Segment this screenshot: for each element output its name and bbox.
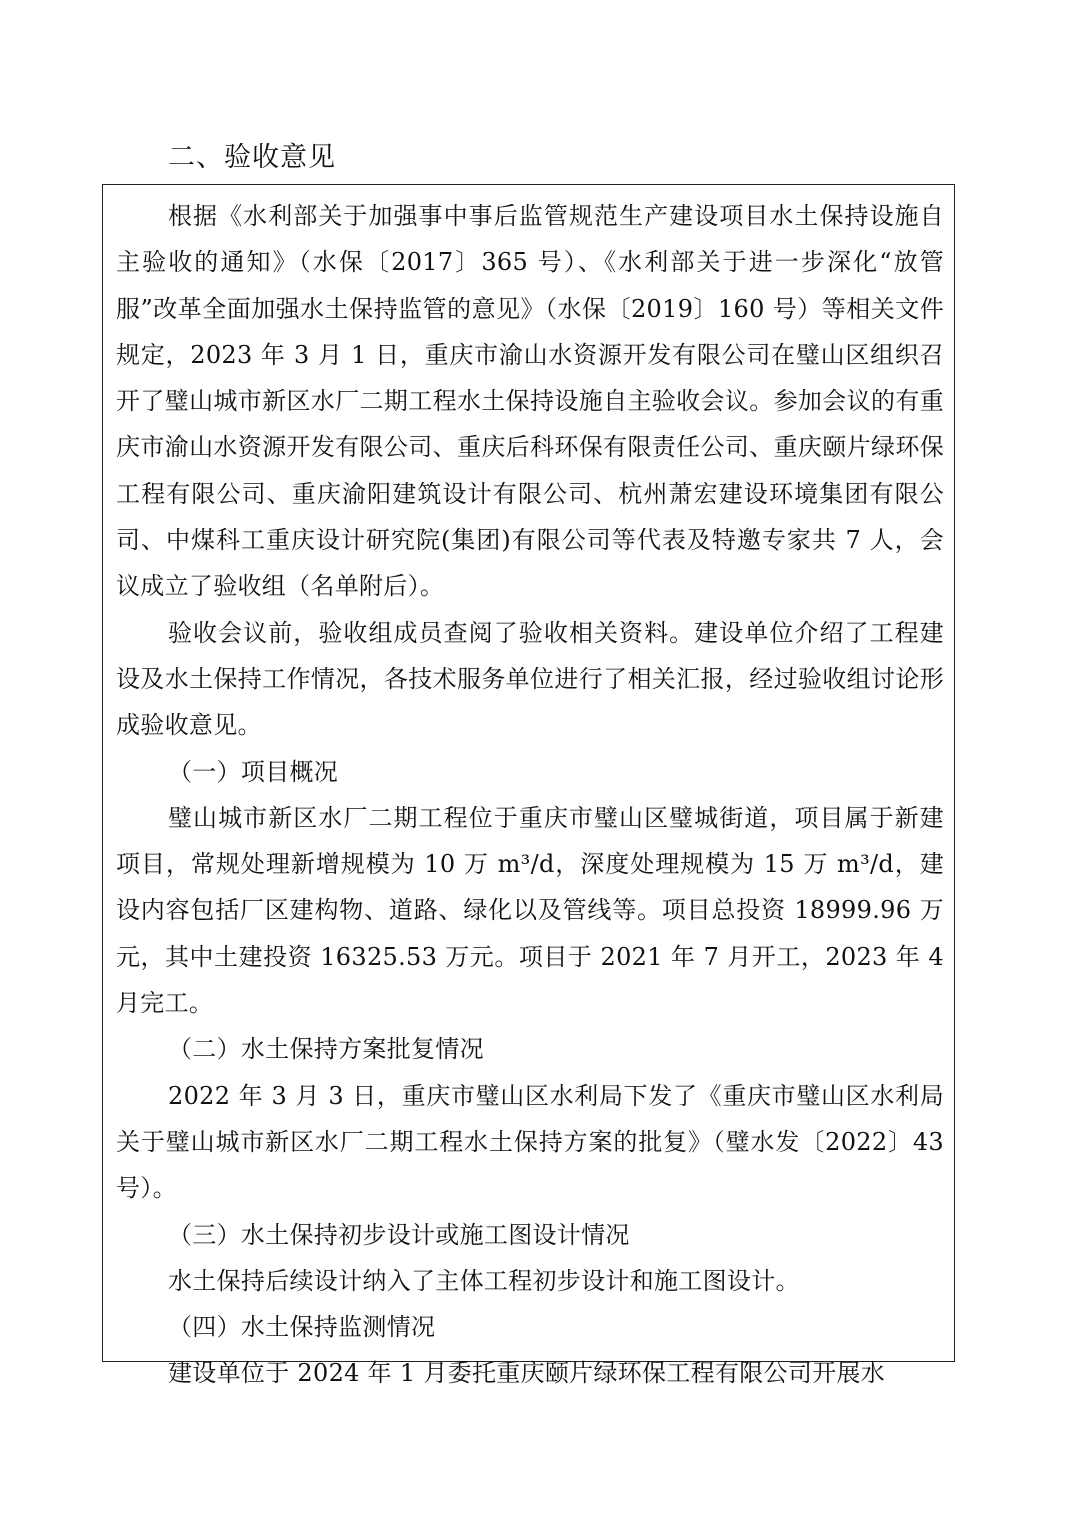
paragraph-plan-approval: 2022 年 3 月 3 日，重庆市璧山区水利局下发了《重庆市璧山区水利局关于璧山城市新区水厂二期工程水土保持方案的批复》（璧水发〔2022〕43 号）。	[116, 1081, 944, 1203]
paragraph-monitoring: 建设单位于 2024 年 1 月委托重庆颐片绿环保工程有限公司开展水	[168, 1359, 886, 1388]
paragraph-project-overview: 璧山城市新区水厂二期工程位于重庆市璧山区璧城街道，项目属于新建项目，常规处理新增规模为 10 万 m³/d，深度处理规模为 15 万 m³/d，建设内容包括厂区建构物、道路、绿化以及管线等。项目总投资 18999.96 万元，其中土建投资 16325.53 万元。项目于 2021 年 7 月开工，2023 年 4 月完工。	[116, 803, 944, 1018]
opinion-content-box	[102, 184, 955, 1388]
subheading-plan-approval: （二）水土保持方案批复情况	[168, 1035, 484, 1064]
paragraph-meeting: 验收会议前，验收组成员查阅了验收相关资料。建设单位介绍了工程建设及水土保持工作情况，各技术服务单位进行了相关汇报，经过验收组讨论形成验收意见。	[116, 618, 944, 740]
subheading-monitoring: （四）水土保持监测情况	[168, 1313, 436, 1342]
subheading-project-overview: （一）项目概况	[168, 757, 339, 786]
section-title: 二、验收意见	[168, 142, 336, 173]
paragraph-design: 水土保持后续设计纳入了主体工程初步设计和施工图设计。	[168, 1266, 800, 1295]
paragraph-basis: 根据《水利部关于加强事中事后监管规范生产建设项目水土保持设施自主验收的通知》（水保〔2017〕365 号）、《水利部关于进一步深化“放管服”改革全面加强水土保持监管的意见》（水保〔2019〕160 号）等相关文件规定，2023 年 3 月 1 日，重庆市渝山水资源开发有限公司在璧山区组织召开了璧山城市新区水厂二期工程水土保持设施自主验收会议。参加会议的有重庆市渝山水资源开发有限公司、重庆后科环保有限责任公司、重庆颐片绿环保工程有限公司、重庆渝阳建筑设计有限公司、杭州萧宏建设环境集团有限公司、中煤科工重庆设计研究院(集团)有限公司等代表及特邀专家共 7 人，会议成立了验收组（名单附后）。	[116, 202, 944, 601]
opinion-text	[116, 193, 944, 1397]
subheading-design: （三）水土保持初步设计或施工图设计情况	[168, 1220, 630, 1249]
